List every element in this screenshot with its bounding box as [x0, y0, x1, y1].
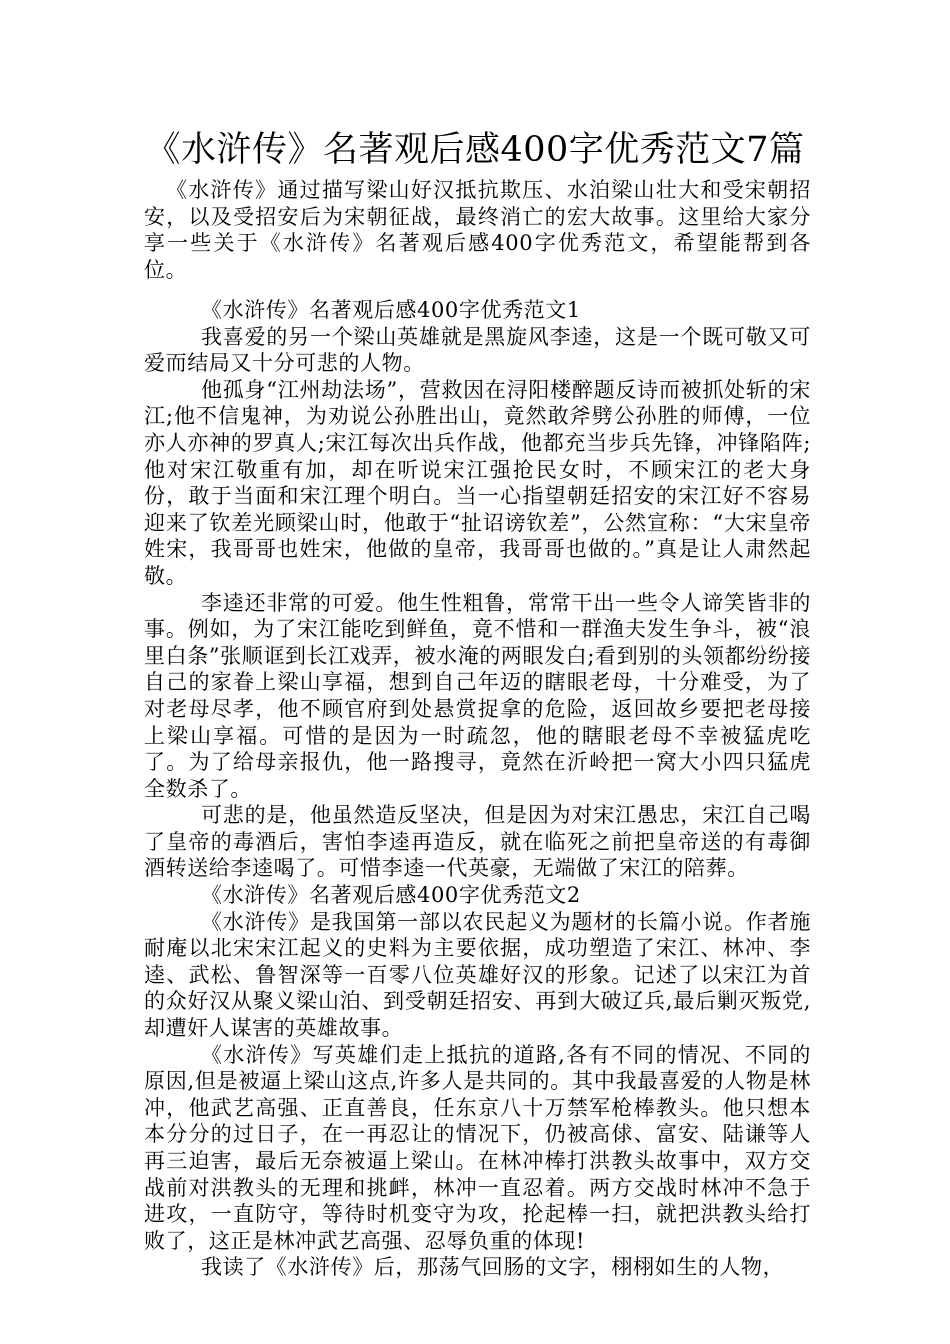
document-title: 《水浒传》名著观后感400字优秀范文7篇: [145, 130, 805, 170]
intro-paragraph: 《水浒传》通过描写梁山好汉抵抗欺压、水泊梁山壮大和受宋朝招安，以及受招安后为宋朝征战，最终消亡的宏大故事。这里给大家分享一些关于《水浒传》名著观后感400字优秀范文，希望能帮到各位。: [144, 178, 811, 282]
body-paragraph: 我喜爱的另一个梁山英雄就是黑旋风李逵，这是一个既可敬又可爱而结局又十分可悲的人物。: [144, 324, 811, 376]
body-paragraph: 《水浒传》写英雄们走上抵抗的道路,各有不同的情况、不同的原因,但是被逼上梁山这点,许多人是共同的。其中我最喜爱的人物是林冲，他武艺高强、正直善良，任东京八十万禁军枪棒教头。他只想本本分分的过日子，在一再忍让的情况下，仍被高俅、富安、陆谦等人再三迫害，最后无奈被逼上梁山。在林冲棒打洪教头故事中，双方交战前对洪教头的无理和挑衅，林冲一直忍着。两方交战时林冲不急于进攻，一直防守，等待时机变守为攻，抡起棒一扫，就把洪教头给打败了，这正是林冲武艺高强、忍辱负重的体现!: [144, 1042, 811, 1253]
section-heading: 《水浒传》名著观后感400字优秀范文1: [201, 298, 581, 322]
body-paragraph: 《水浒传》是我国第一部以农民起义为题材的长篇小说。作者施耐庵以北宋宋江起义的史料为主要依据，成功塑造了宋江、林冲、李逵、武松、鲁智深等一百零八位英雄好汉的形象。记述了以宋江为首的众好汉从聚义梁山泊、到受朝廷招安、再到大破辽兵,最后剿灭叛党,却遭奸人谋害的英雄故事。: [144, 909, 811, 1041]
body-paragraph: 我读了《水浒传》后，那荡气回肠的文字，栩栩如生的人物，: [201, 1255, 785, 1280]
body-paragraph: 李逵还非常的可爱。他生性粗鲁，常常干出一些令人谛笑皆非的事。例如，为了宋江能吃到鲜鱼，竟不惜和一群渔夫发生争斗，被“浪里白条”张顺诓到长江戏弄，被水淹的两眼发白;看到别的头领都纷纷接自己的家眷上梁山享福，想到自己年迈的瞎眼老母，十分难受，为了对老母尽孝，他不顾官府到处悬赏捉拿的危险，返回故乡要把老母接上梁山享福。可惜的是因为一时疏忽，他的瞎眼老母不幸被猛虎吃了。为了给母亲报仇，他一路搜寻，竟然在沂岭把一窝大小四只猛虎全数杀了。: [144, 590, 812, 801]
article-body: [144, 297, 811, 1281]
section-heading: 《水浒传》名著观后感400字优秀范文2: [201, 883, 581, 908]
body-paragraph: 可悲的是，他虽然造反坚决，但是因为对宋江愚忠，宋江自己喝了皇帝的毒酒后，害怕李逵再造反，就在临死之前把皇帝送的有毒御酒转送给李逵喝了。可惜李逵一代英豪，无端做了宋江的陪葬。: [144, 803, 811, 881]
body-paragraph: 他孤身“江州劫法场”，营救因在浔阳楼醉题反诗而被抓处斩的宋江;他不信鬼神，为劝说公孙胜出山，竟然敢斧劈公孙胜的师傅，一位亦人亦神的罗真人;宋江每次出兵作战，他都充当步兵先锋，冲锋陷阵;他对宋江敬重有加，却在听说宋江强抢民女时，不顾宋江的老大身份，敢于当面和宋江理个明白。当一心指望朝廷招安的宋江好不容易迎来了钦差光顾梁山时，他敢于“扯诏谤钦差”，公然宣称：“大宋皇帝姓宋，我哥哥也姓宋，他做的皇帝，我哥哥也做的。”真是让人肃然起敬。: [144, 377, 811, 588]
